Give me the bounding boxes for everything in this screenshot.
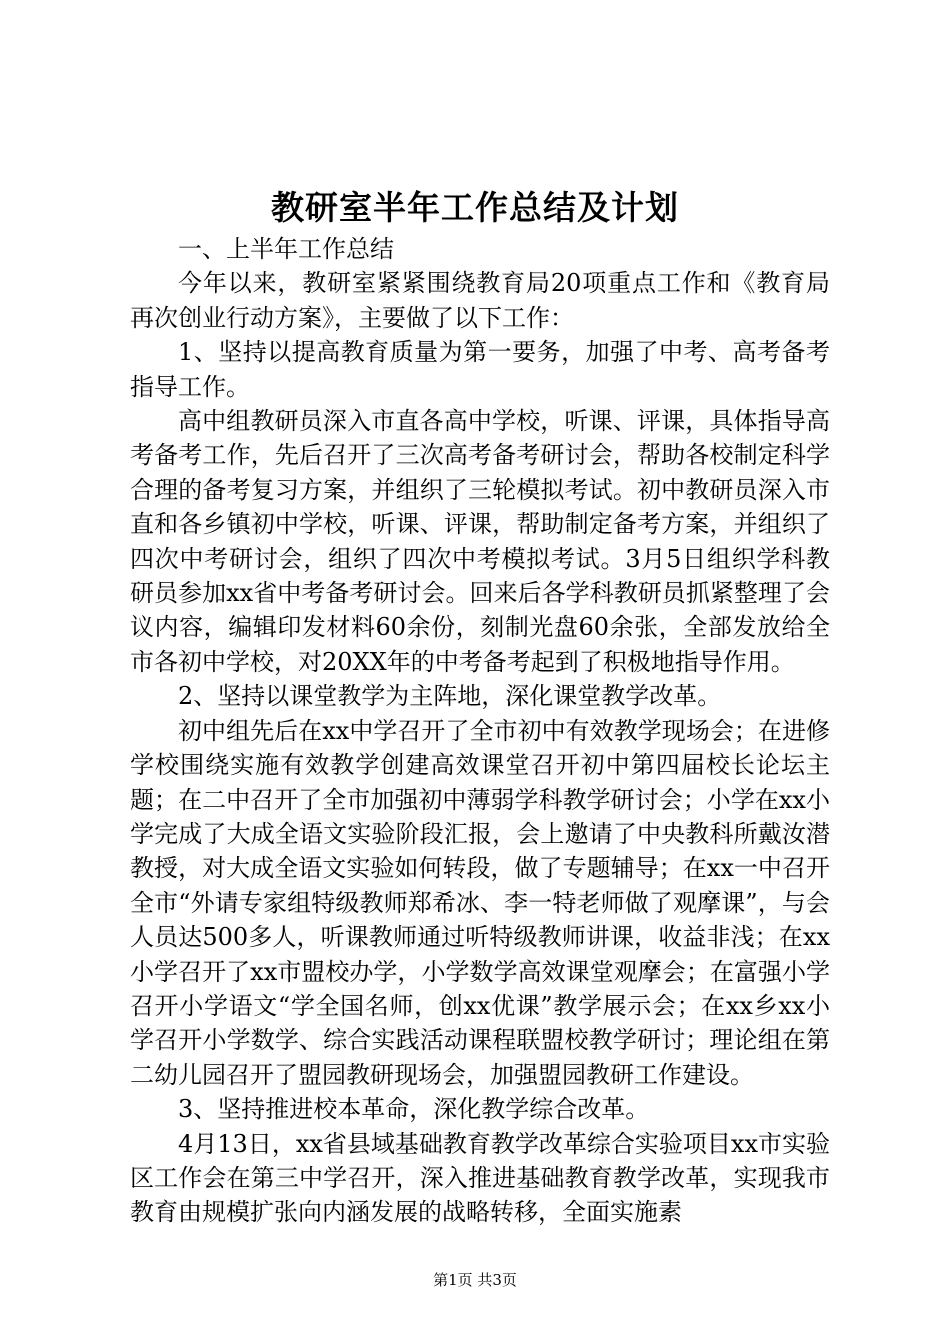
document-body <box>130 232 830 1230</box>
list-item-heading: 1、坚持以提高教育质量为第一要务，加强了中考、高考备考指导工作。 <box>130 338 830 401</box>
paragraph: 今年以来，教研室紧紧围绕教育局20项重点工作和《教育局再次创业行动方案》，主要做了以下工作： <box>130 269 830 332</box>
page-number-footer: 第1页 共3页 <box>433 1271 517 1289</box>
section-heading: 一、上半年工作总结 <box>178 235 394 263</box>
list-item-heading: 3、坚持推进校本革命，深化教学综合改革。 <box>178 1095 650 1124</box>
paragraph: 4月13日，xx省县域基础教育教学改革综合实验项目xx市实验区工作会在第三中学召开，深入推进基础教育教学改革，实现我市教育由规模扩张向内涵发展的战略转移，全面实施素 <box>130 1129 830 1227</box>
paragraph: 高中组教研员深入市直各高中学校，听课、评课，具体指导高考备考工作，先后召开了三次高考备考研讨会，帮助各校制定科学合理的备考复习方案，并组织了三轮模拟考试。初中教研员深入市直和各乡镇初中学校，听课、评课，帮助制定备考方案，并组织了四次中考研讨会，组织了四次中考模拟考试。3月5日组织学科教研员参加xx省中考备考研讨会。回来后各学科教研员抓紧整理了会议内容，编辑印发材料60余份，刻制光盘60余张，全部发放给全市各初中学校，对20XX年的中考备考起到了积极地指导作用。 <box>130 407 830 676</box>
document-title: 教研室半年工作总结及计划 <box>271 188 679 227</box>
paragraph: 初中组先后在xx中学召开了全市初中有效教学现场会；在进修学校围绕实施有效教学创建高效课堂召开初中第四届校长论坛主题；在二中召开了全市加强初中薄弱学科教学研讨会；小学在xx小学完成了大成全语文实验阶段汇报，会上邀请了中央教科所戴汝潜教授，对大成全语文实验如何转段，做了专题辅导；在xx一中召开全市“外请专家组特级教师郑希冰、李一特老师做了观摩课”，与会人员达500多人，听课教师通过听特级教师讲课，收益非浅；在xx小学召开了xx市盟校办学，小学数学高效课堂观摩会；在富强小学召开小学语文“学全国名师，创xx优课”教学展示会；在xx乡xx小学召开小学数学、综合实践活动课程联盟校教学研讨；理论组在第二幼儿园召开了盟园教研现场会，加强盟园教研工作建设。 <box>130 716 830 1089</box>
list-item-heading: 2、坚持以课堂教学为主阵地，深化课堂教学改革。 <box>178 682 722 711</box>
